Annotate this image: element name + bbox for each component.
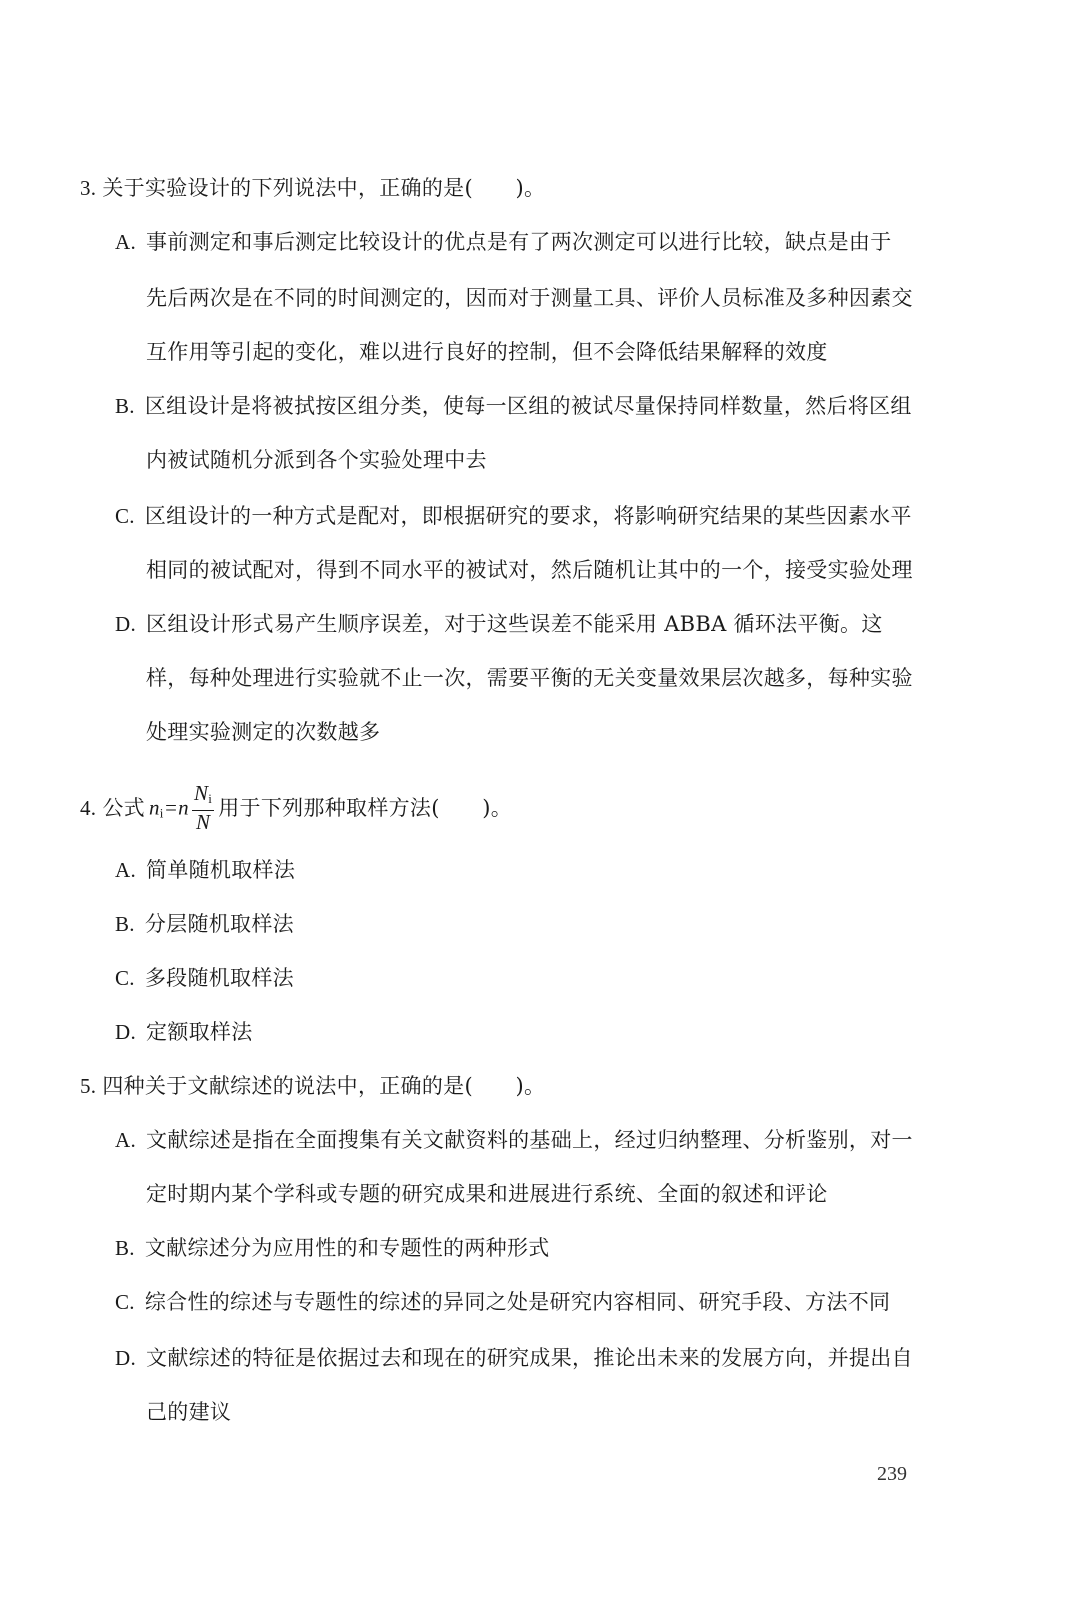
option-text: 分层随机取样法 [144, 912, 294, 936]
q5-option-d-line-1 [115, 1345, 913, 1371]
question-text: 关于实验设计的下列说法中，正确的是( )。 [102, 176, 546, 200]
option-text: 简单随机取样法 [146, 858, 296, 882]
question-4-stem [80, 781, 513, 835]
option-text: 文献综述分为应用性的和专题性的两种形式 [144, 1236, 550, 1260]
option-text: 多段随机取样法 [144, 966, 294, 990]
q5-option-d-line-2: 己的建议 [146, 1400, 232, 1424]
q3-option-b-line-2: 内被试随机分派到各个实验处理中去 [146, 448, 487, 472]
option-text: 文献综述是指在全面搜集有关文献资料的基础上，经过归纳整理、分析鉴别，对一 [146, 1128, 913, 1152]
q4-option-b [115, 911, 294, 937]
question-number: 3. [80, 176, 97, 200]
q3-option-d-line-1 [115, 611, 883, 637]
formula-numerator [192, 782, 214, 811]
q3-option-a-line-1 [115, 229, 892, 255]
q5-option-a-line-1 [115, 1127, 913, 1153]
q4-option-c [115, 965, 294, 991]
question-text-prefix: 公式 [102, 796, 145, 820]
question-3-stem [80, 175, 545, 201]
q5-option-c [115, 1289, 890, 1315]
option-letter: D. [115, 1346, 137, 1370]
page-number: 239 [877, 1463, 907, 1485]
q3-option-c-line-2: 相同的被试配对，得到不同水平的被试对，然后随机让其中的一个，接受实验处理 [146, 558, 913, 582]
q5-option-b [115, 1235, 550, 1261]
q4-option-d [115, 1019, 253, 1045]
q3-option-d-line-3: 处理实验测定的次数越多 [146, 720, 381, 744]
option-text: 区组设计是将被拭按区组分类，使每一区组的被试尽量保持同样数量，然后将区组 [144, 394, 912, 418]
question-text-suffix: 用于下列那种取样方法( )。 [218, 796, 513, 820]
numerator-N: N [193, 781, 209, 805]
formula-lhs: n [148, 795, 160, 820]
question-5-stem [80, 1073, 545, 1099]
q4-option-a [115, 857, 295, 883]
option-letter: D. [115, 1020, 137, 1044]
q3-option-d-line-2: 样，每种处理进行实验就不止一次，需要平衡的无关变量效果层次越多，每种实验 [146, 666, 913, 690]
option-text: 综合性的综述与专题性的综述的异同之处是研究内容相同、研究手段、方法不同 [144, 1290, 891, 1314]
sampling-formula [148, 781, 214, 835]
option-letter: A. [115, 858, 137, 882]
question-number: 5. [80, 1074, 97, 1098]
option-letter: A. [115, 230, 137, 254]
q3-option-b-line-1 [115, 393, 912, 419]
option-letter: D. [115, 612, 137, 636]
formula-denominator: N [195, 810, 211, 834]
question-number: 4. [80, 796, 97, 820]
option-text: 事前测定和事后测定比较设计的优点是有了两次测定可以进行比较，缺点是由于 [146, 230, 892, 254]
option-text: 区组设计的一种方式是配对，即根据研究的要求，将影响研究结果的某些因素水平 [144, 504, 912, 528]
option-letter: A. [115, 1128, 137, 1152]
q3-option-a-line-3: 互作用等引起的变化，难以进行良好的控制，但不会降低结果解释的效度 [146, 340, 828, 364]
option-letter: B. [115, 394, 135, 418]
option-letter: C. [115, 966, 135, 990]
q3-option-c-line-1 [115, 503, 912, 529]
option-text: 区组设计形式易产生顺序误差，对于这些误差不能采用 ABBA 循环法平衡。这 [146, 612, 883, 636]
option-letter: C. [115, 1290, 135, 1314]
numerator-subscript: i [208, 791, 213, 806]
question-text: 四种关于文献综述的说法中，正确的是( )。 [102, 1074, 546, 1098]
formula-fraction [192, 782, 214, 833]
option-letter: B. [115, 912, 135, 936]
option-text: 定额取样法 [146, 1020, 253, 1044]
formula-equals-n: =n [163, 795, 189, 820]
q3-option-a-line-2: 先后两次是在不同的时间测定的，因而对于测量工具、评价人员标准及多种因素交 [146, 286, 913, 310]
option-text: 文献综述的特征是依据过去和现在的研究成果，推论出未来的发展方向，并提出自 [146, 1346, 913, 1370]
formula-lhs-subscript: i [159, 805, 164, 821]
q5-option-a-line-2: 定时期内某个学科或专题的研究成果和进展进行系统、全面的叙述和评论 [146, 1182, 828, 1206]
option-letter: C. [115, 504, 135, 528]
option-letter: B. [115, 1236, 135, 1260]
